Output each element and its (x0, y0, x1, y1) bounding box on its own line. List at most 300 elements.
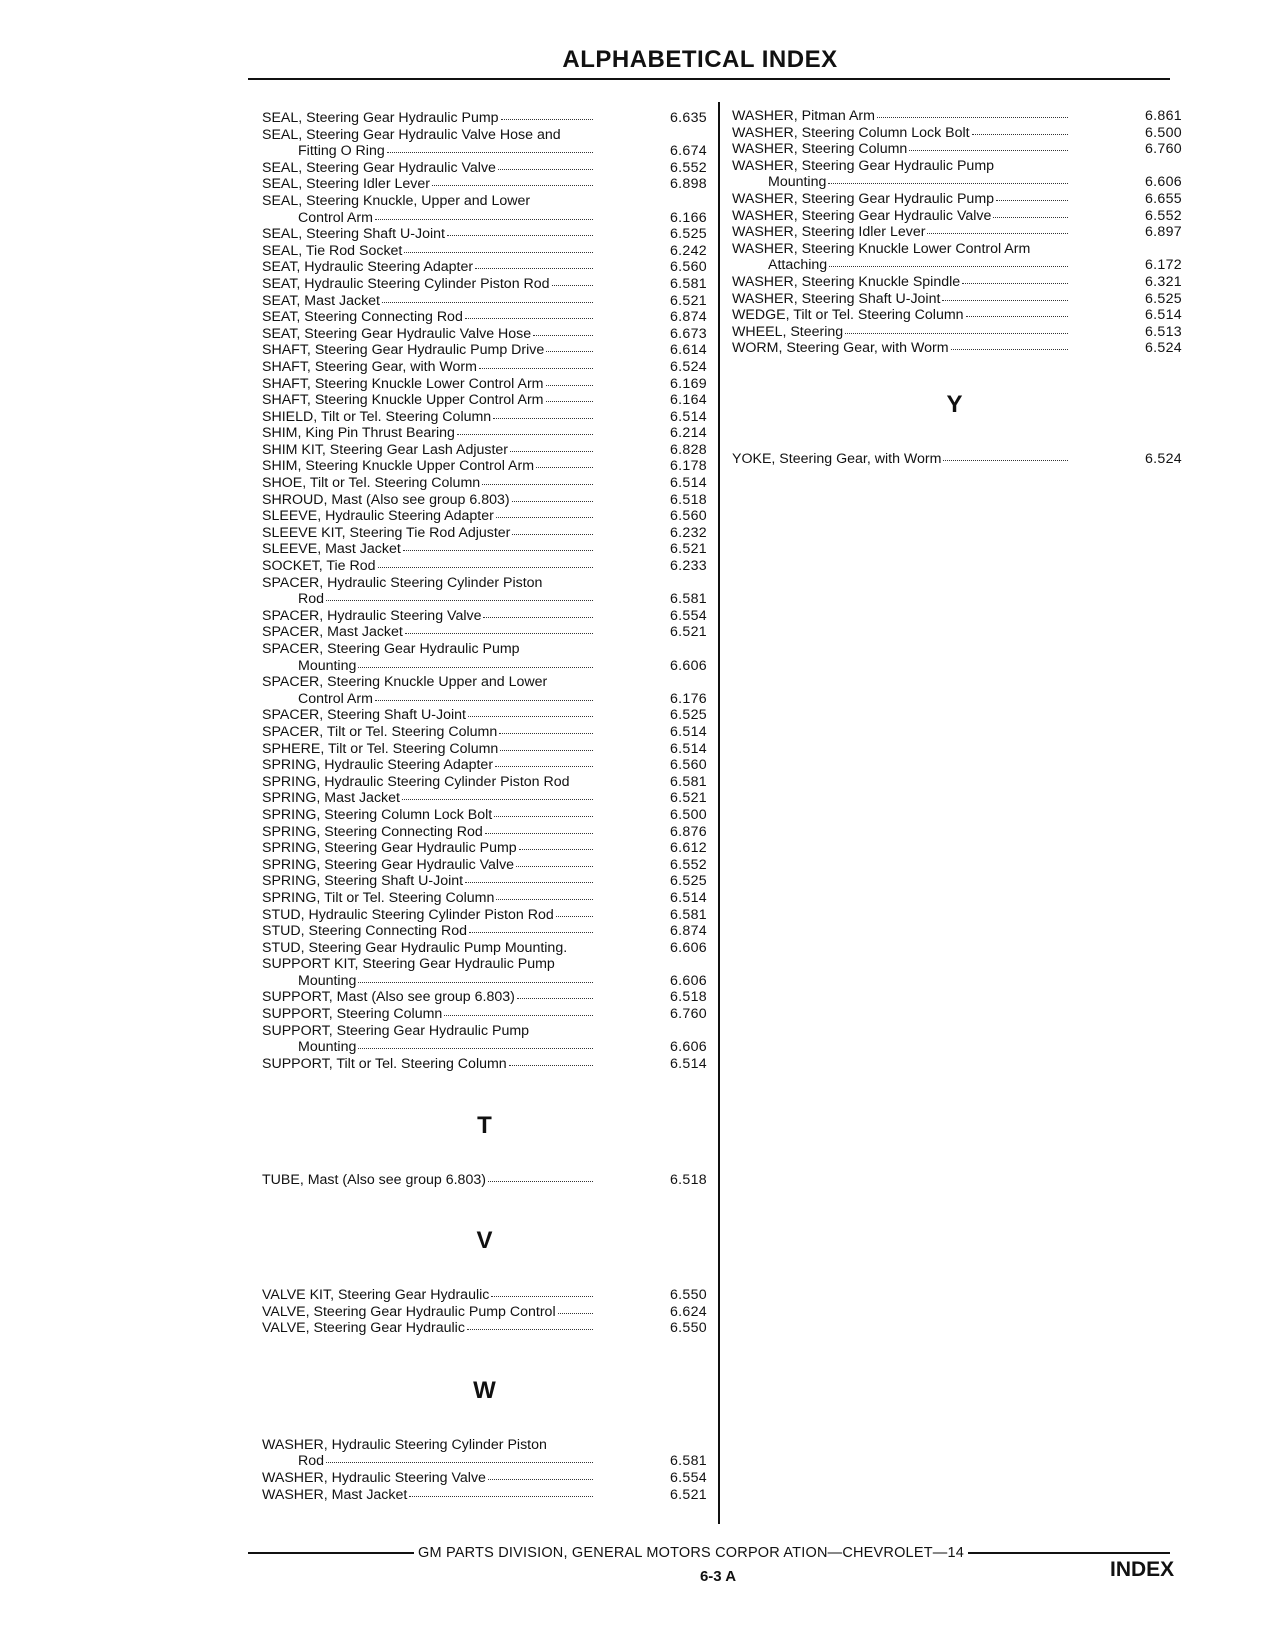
dot-leader (496, 507, 593, 518)
dot-leader (510, 441, 593, 452)
index-entry (262, 276, 707, 293)
entry-line (262, 641, 707, 658)
section-t (262, 1112, 707, 1189)
index-entry (732, 274, 1182, 291)
entry-line (732, 307, 1182, 324)
index-entry (262, 1320, 707, 1337)
entry-line (262, 359, 707, 376)
entry-line (262, 392, 707, 409)
entry-line (262, 110, 707, 127)
index-entry (262, 707, 707, 724)
index-entry (262, 259, 707, 276)
entry-text: WASHER, Steering Knuckle Lower Control Arm (732, 240, 1031, 257)
entry-line (732, 191, 1182, 208)
index-entry (732, 451, 1182, 468)
dot-leader (405, 623, 593, 634)
entry-text: SPACER, Tilt or Tel. Steering Column (262, 723, 498, 740)
entry-text: SPRING, Steering Connecting Rod (262, 823, 483, 840)
dot-leader (444, 1005, 593, 1016)
index-entry (262, 774, 707, 791)
entry-text: STUD, Steering Connecting Rod (262, 923, 468, 940)
entry-page: 6.674 (669, 143, 707, 160)
entry-line (732, 291, 1182, 308)
index-entry (262, 1023, 707, 1056)
entry-page: 6.242 (669, 242, 707, 259)
entry-text: SUPPORT, Steering Gear Hydraulic Pump (262, 1022, 530, 1039)
dot-leader (500, 740, 593, 751)
entry-page: 6.525 (1144, 290, 1182, 307)
dot-leader (519, 839, 593, 850)
index-entry (732, 324, 1182, 341)
entry-text: Mounting (768, 174, 827, 191)
entry-line (732, 274, 1182, 291)
entry-page: 6.500 (1144, 124, 1182, 141)
left-entries (262, 110, 707, 1072)
entry-page: 6.233 (669, 558, 707, 575)
dot-leader (966, 306, 1068, 317)
entry-text: SHOE, Tilt or Tel. Steering Column (262, 475, 481, 492)
dot-leader (469, 922, 593, 933)
dot-leader (829, 256, 1068, 267)
dot-leader (972, 124, 1068, 135)
entry-page: 6.514 (669, 1055, 707, 1072)
dot-leader (516, 856, 593, 867)
dot-leader (909, 140, 1068, 151)
entry-line (732, 125, 1182, 142)
entry-line (262, 425, 707, 442)
dot-leader (927, 223, 1068, 234)
entry-line (732, 257, 1182, 274)
index-entry (262, 226, 707, 243)
index-entry (262, 873, 707, 890)
right-entries (732, 108, 1182, 357)
entry-line (262, 293, 707, 310)
entry-line (262, 276, 707, 293)
entry-line (262, 458, 707, 475)
index-entry (732, 291, 1182, 308)
entry-text: SPHERE, Tilt or Tel. Steering Column (262, 740, 499, 757)
entry-page: 6.554 (669, 607, 707, 624)
entry-page: 6.554 (669, 1470, 707, 1486)
entry-line (262, 1304, 707, 1321)
index-entry (262, 243, 707, 260)
entry-page: 6.513 (1144, 323, 1182, 340)
entry-text: VALVE, Steering Gear Hydraulic Pump Control (262, 1303, 556, 1320)
entry-line (262, 840, 707, 857)
entry-line (262, 857, 707, 874)
index-entry (262, 1304, 707, 1321)
index-entry (262, 110, 707, 127)
entry-text: SOCKET, Tie Rod (262, 558, 376, 575)
entry-text: TUBE, Mast (Also see group 6.803) (262, 1172, 486, 1189)
entry-text: SPRING, Steering Gear Hydraulic Valve (262, 856, 515, 873)
entry-text: SHAFT, Steering Gear Hydraulic Pump Drive (262, 342, 545, 359)
entry-line (262, 508, 707, 525)
index-entry (732, 141, 1182, 158)
entry-text: WASHER, Steering Idler Lever (732, 224, 926, 241)
dot-leader (558, 1303, 593, 1314)
entry-page: 6.673 (669, 325, 707, 342)
entry-text: WASHER, Steering Shaft U-Joint (732, 290, 941, 307)
entry-line (262, 824, 707, 841)
entry-line (732, 241, 1182, 258)
dot-leader (375, 209, 593, 220)
entry-text: SEAT, Mast Jacket (262, 292, 381, 309)
entry-line (262, 475, 707, 492)
dot-leader (467, 1319, 593, 1330)
entry-text: WASHER, Steering Column (732, 141, 908, 158)
dot-leader (358, 972, 593, 983)
index-entry (262, 956, 707, 989)
entry-page: 6.525 (669, 226, 707, 243)
entry-line (262, 624, 707, 641)
entry-page: 6.514 (669, 408, 707, 425)
footer-rule (248, 1545, 1170, 1561)
entry-page: 6.560 (669, 757, 707, 774)
section-v (262, 1227, 707, 1337)
entry-page: 6.560 (669, 259, 707, 276)
entry-text: SHIM, King Pin Thrust Bearing (262, 425, 455, 442)
dot-leader (483, 607, 593, 618)
entry-line (262, 923, 707, 940)
entry-line (262, 807, 707, 824)
index-entry (262, 641, 707, 674)
entry-page: 6.525 (669, 707, 707, 724)
entry-line (262, 143, 707, 160)
dot-leader (382, 292, 593, 303)
dot-leader (496, 889, 593, 900)
entry-page: 6.524 (669, 358, 707, 375)
entry-page: 6.518 (669, 1172, 707, 1189)
dot-leader (494, 806, 593, 817)
index-entry (732, 208, 1182, 225)
entry-page: 6.552 (1144, 207, 1182, 224)
entry-text: Control Arm (298, 209, 373, 226)
dot-leader (488, 1469, 593, 1480)
entry-line (262, 1039, 707, 1056)
entry-line (732, 158, 1182, 175)
entry-text: VALVE KIT, Steering Gear Hydraulic (262, 1287, 490, 1304)
entry-page: 6.521 (669, 790, 707, 807)
entry-text: SHAFT, Steering Gear, with Worm (262, 358, 477, 375)
index-entry (262, 608, 707, 625)
index-entry (262, 525, 707, 542)
entry-line (262, 873, 707, 890)
entry-text: WASHER, Steering Column Lock Bolt (732, 124, 970, 141)
entry-page: 6.606 (1144, 174, 1182, 191)
entry-line (262, 591, 707, 608)
entry-line (262, 1437, 707, 1454)
entry-page: 6.861 (1144, 108, 1182, 124)
entry-line (262, 608, 707, 625)
dot-leader (491, 1286, 593, 1297)
entry-text: Mounting (298, 657, 357, 674)
entry-line (262, 575, 707, 592)
entry-line (262, 1470, 707, 1487)
index-entry (732, 158, 1182, 191)
entry-text: SPACER, Steering Gear Hydraulic Pump (262, 641, 520, 657)
entry-line (262, 1320, 707, 1337)
entry-line (732, 141, 1182, 158)
dot-leader (556, 906, 593, 917)
entry-text: SPRING, Mast Jacket (262, 790, 400, 807)
entry-page: 6.521 (669, 1486, 707, 1503)
entry-page: 6.581 (669, 773, 707, 790)
entry-page: 6.521 (669, 292, 707, 309)
entry-page: 6.232 (669, 524, 707, 541)
entry-line (262, 1172, 707, 1189)
entry-page: 6.635 (669, 110, 707, 126)
entry-text: WORM, Steering Gear, with Worm (732, 340, 949, 357)
entry-text: WASHER, Hydraulic Steering Cylinder Piston (262, 1436, 547, 1453)
index-entry (732, 241, 1182, 274)
index-entry (262, 890, 707, 907)
entry-line (262, 243, 707, 260)
title-rule (248, 78, 1170, 80)
dot-leader (326, 1452, 593, 1463)
entry-page: 6.178 (669, 458, 707, 475)
entry-text: SEAL, Steering Gear Hydraulic Valve (262, 159, 496, 176)
index-entry (262, 176, 707, 193)
entry-text: STUD, Steering Gear Hydraulic Pump Mounting. (262, 939, 568, 956)
entry-text: SUPPORT, Mast (Also see group 6.803) (262, 989, 515, 1006)
entry-page: 6.550 (669, 1287, 707, 1304)
entry-text: WASHER, Steering Gear Hydraulic Pump (732, 157, 995, 174)
entry-text: SPACER, Mast Jacket (262, 624, 403, 641)
entry-text: SHIM, Steering Knuckle Upper Control Arm (262, 458, 535, 475)
entry-page: 6.581 (669, 591, 707, 608)
entry-line (732, 108, 1182, 125)
entry-page: 6.874 (669, 923, 707, 940)
entry-page: 6.606 (669, 1039, 707, 1056)
entry-page: 6.897 (1144, 224, 1182, 241)
entry-line (262, 956, 707, 973)
dot-leader (457, 424, 593, 435)
dot-leader (993, 207, 1068, 218)
index-entry (262, 458, 707, 475)
entry-text: Control Arm (298, 690, 373, 707)
index-entry (262, 541, 707, 558)
index-entry (262, 907, 707, 924)
dot-leader (465, 308, 593, 319)
entry-text: SPACER, Hydraulic Steering Cylinder Piston (262, 574, 543, 591)
entry-page: 6.514 (669, 889, 707, 906)
dot-leader (828, 173, 1068, 184)
index-entry (262, 989, 707, 1006)
dot-leader (488, 1171, 593, 1182)
entry-text: SPRING, Tilt or Tel. Steering Column (262, 889, 495, 906)
dot-leader (485, 823, 593, 834)
index-entry (262, 1056, 707, 1073)
entry-page: 6.524 (1144, 340, 1182, 357)
index-entry (732, 340, 1182, 357)
entry-line (262, 691, 707, 708)
index-entry (262, 508, 707, 525)
entry-page: 6.524 (1144, 450, 1182, 467)
dot-leader (501, 109, 593, 120)
dot-leader (546, 341, 593, 352)
entry-text: WASHER, Steering Knuckle Spindle (732, 273, 961, 290)
dot-leader (546, 391, 594, 402)
entry-line (262, 940, 707, 957)
entry-page: 6.552 (669, 856, 707, 873)
entry-line (262, 558, 707, 575)
entry-page: 6.624 (669, 1303, 707, 1320)
footer-publisher: GM PARTS DIVISION, GENERAL MOTORS CORPOR ATION—CHEVROLET—14 (418, 1545, 964, 1561)
entry-page: 6.521 (669, 541, 707, 558)
dot-leader (402, 789, 593, 800)
entry-line (262, 342, 707, 359)
index-entry (262, 492, 707, 509)
index-entry (262, 724, 707, 741)
dot-leader (533, 325, 593, 336)
entry-text: SEAL, Tie Rod Socket (262, 242, 403, 259)
entry-page: 6.550 (669, 1320, 707, 1337)
entry-line (262, 973, 707, 990)
entry-line (262, 890, 707, 907)
index-entry (262, 790, 707, 807)
section-letter-v: V (476, 1227, 493, 1255)
entry-line (262, 160, 707, 177)
dot-leader (375, 690, 593, 701)
entry-text: SPACER, Hydraulic Steering Valve (262, 607, 482, 624)
entry-line (732, 224, 1182, 241)
entry-line (262, 409, 707, 426)
entry-text: SHAFT, Steering Knuckle Upper Control Arm (262, 392, 544, 409)
entry-text: SEAT, Hydraulic Steering Adapter (262, 259, 474, 276)
dot-leader (517, 988, 593, 999)
entry-line (262, 525, 707, 542)
entry-page: 6.581 (669, 275, 707, 292)
section-letter-t: T (477, 1112, 492, 1140)
entry-text: SPRING, Steering Gear Hydraulic Pump (262, 840, 517, 857)
entry-text: SHIELD, Tilt or Tel. Steering Column (262, 408, 492, 425)
entry-page: 6.214 (669, 425, 707, 442)
entry-page: 6.164 (669, 392, 707, 409)
entry-page: 6.169 (669, 375, 707, 392)
index-entry (262, 1006, 707, 1023)
dot-leader (479, 358, 593, 369)
entry-page: 6.898 (669, 176, 707, 193)
entry-text: SUPPORT, Tilt or Tel. Steering Column (262, 1055, 507, 1072)
dot-leader (482, 474, 593, 485)
footer-page-number: 6-3 A (699, 1568, 737, 1585)
index-entry (262, 757, 707, 774)
dot-leader (498, 159, 593, 170)
entry-line (262, 226, 707, 243)
entry-text: Attaching (768, 257, 828, 274)
entry-line (262, 1056, 707, 1073)
entry-line (262, 774, 707, 791)
dot-leader (409, 1486, 593, 1497)
entry-text: SEAL, Steering Idler Lever (262, 176, 430, 193)
index-entry (262, 442, 707, 459)
entry-line (732, 174, 1182, 191)
entry-line (262, 176, 707, 193)
index-entry (262, 160, 707, 177)
dot-leader (495, 756, 593, 767)
entry-text: WEDGE, Tilt or Tel. Steering Column (732, 307, 964, 324)
entry-text: WHEEL, Steering (732, 323, 844, 340)
index-entry (732, 307, 1182, 324)
entry-page: 6.552 (669, 159, 707, 176)
entry-line (732, 208, 1182, 225)
entry-text: WASHER, Mast Jacket (262, 1486, 408, 1503)
entry-text: SPACER, Steering Shaft U-Joint (262, 707, 466, 724)
dot-leader (962, 273, 1068, 284)
dot-leader (468, 706, 593, 717)
footer-section-label: INDEX (1110, 1558, 1175, 1581)
dot-leader (432, 175, 593, 186)
entry-text: YOKE, Steering Gear, with Worm (732, 450, 942, 467)
entry-text: Rod (298, 1453, 325, 1470)
entry-line (262, 757, 707, 774)
entry-line (262, 707, 707, 724)
entry-text: STUD, Hydraulic Steering Cylinder Piston Rod (262, 906, 554, 923)
entry-line (262, 907, 707, 924)
index-entry (262, 425, 707, 442)
index-entry (262, 840, 707, 857)
dot-leader (403, 540, 593, 551)
entry-line (262, 1023, 707, 1040)
entry-text: SLEEVE KIT, Steering Tie Rod Adjuster (262, 524, 511, 541)
index-entry (262, 807, 707, 824)
index-entry (262, 674, 707, 707)
entry-text: SEAT, Steering Connecting Rod (262, 309, 463, 326)
dot-leader (877, 107, 1068, 118)
entry-line (732, 340, 1182, 357)
dot-leader (512, 524, 593, 535)
entry-text: SHROUD, Mast (Also see group 6.803) (262, 491, 510, 508)
dot-leader (512, 491, 593, 502)
entry-line (262, 1453, 707, 1470)
dot-leader (387, 142, 593, 153)
index-entry (262, 193, 707, 226)
dot-leader (475, 258, 593, 269)
index-entry (262, 558, 707, 575)
entry-text: SHAFT, Steering Knuckle Lower Control Arm (262, 375, 544, 392)
index-entry (262, 624, 707, 641)
entry-page: 6.166 (669, 209, 707, 226)
entry-text: SPRING, Steering Column Lock Bolt (262, 806, 493, 823)
entry-page: 6.581 (669, 906, 707, 923)
section-letter-y: Y (946, 390, 963, 418)
index-entry (732, 125, 1182, 142)
dot-leader (447, 225, 593, 236)
entry-page: 6.760 (1144, 141, 1182, 158)
index-entry (262, 293, 707, 310)
dot-leader (326, 590, 593, 601)
dot-leader (465, 872, 593, 883)
entry-line (262, 1487, 707, 1504)
dot-leader (499, 723, 593, 734)
entry-page: 6.514 (1144, 307, 1182, 324)
entry-page: 6.525 (669, 873, 707, 890)
entry-page: 6.514 (669, 723, 707, 740)
section-y (732, 391, 1182, 468)
entry-line (262, 259, 707, 276)
index-entry (732, 224, 1182, 241)
dot-leader (942, 290, 1068, 301)
entry-text: SLEEVE, Hydraulic Steering Adapter (262, 508, 494, 525)
entry-text: SPRING, Hydraulic Steering Adapter (262, 757, 494, 774)
entry-page: 6.560 (669, 508, 707, 525)
index-entry (262, 940, 707, 957)
index-entry (262, 127, 707, 160)
entry-line (262, 1287, 707, 1304)
entry-page: 6.518 (669, 491, 707, 508)
entry-line (262, 193, 707, 210)
